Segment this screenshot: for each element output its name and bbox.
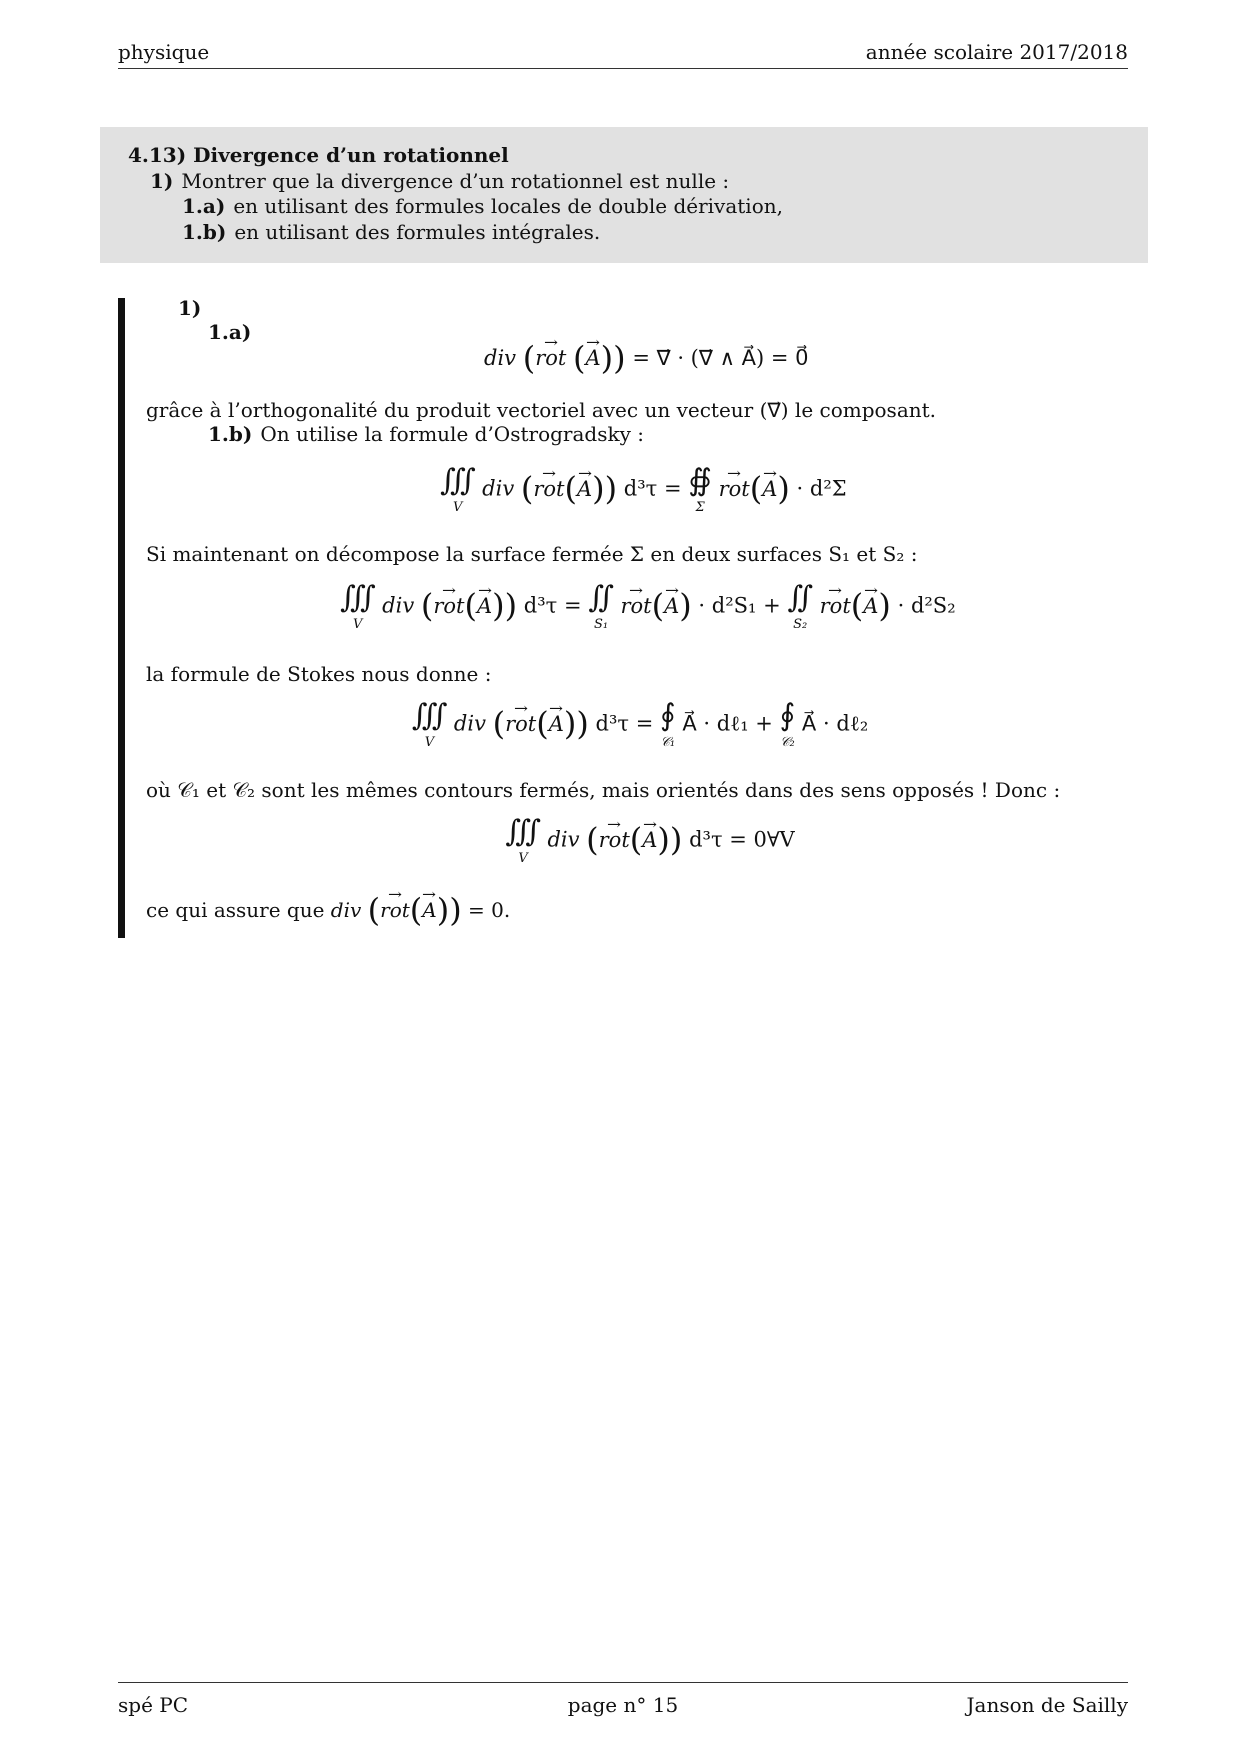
footer-school: Janson de Sailly [966, 1693, 1128, 1717]
footer-class: spé PC [118, 1693, 189, 1717]
answer-1b [208, 422, 644, 446]
paragraph-stokes: la formule de Stokes nous donne : [146, 662, 492, 686]
footer-page-number: page n° 15 [567, 1693, 679, 1717]
page-footer [118, 1682, 1128, 1723]
equation-stokes: ∭ V div (→ rot(→ A)) d³τ = ∮ 𝒞₁ A⃗ · dℓ₁ + ∮ 𝒞₂ A⃗ · dℓ₂ [400, 700, 880, 750]
header-subject: physique [118, 40, 210, 64]
question-box [100, 127, 1148, 263]
question-1b-text: en utilisant des formules intégrales. [234, 220, 601, 244]
answer-margin-bar [118, 298, 125, 938]
equation-ostrogradsky: ∭ V div (→ rot(→ A)) d³τ = ∯ Σ → rot(→ A) · d²Σ [440, 465, 840, 515]
question-1-number: 1) [150, 169, 174, 193]
question-1a [182, 194, 783, 219]
question-1b [182, 220, 600, 245]
question-1a-number: 1.a) [182, 194, 226, 218]
question-1-text: Montrer que la divergence d’un rotationnel est nulle : [181, 169, 730, 193]
header-year: année scolaire 2017/2018 [865, 40, 1128, 64]
answer-1b-text: On utilise la formule d’Ostrogradsky : [260, 422, 644, 446]
equation-local-divergence: div (→ rot (→ A)) = ∇⃗ · (∇⃗ ∧ A⃗) = 0⃗ [484, 345, 794, 371]
answer-1a-number: 1.a) [208, 320, 252, 344]
question-1a-text: en utilisant des formules locales de double dérivation, [233, 194, 783, 218]
paragraph-surface-decomposition: Si maintenant on décompose la surface fermée Σ en deux surfaces S₁ et S₂ : [146, 542, 918, 566]
equation-surface-split: ∭ V div (→ rot(→ A)) d³τ = ∬ S₁ → rot(→ A) · d²S₁ + ∬ S₂ → rot(→ A) · d²S₂ [340, 582, 940, 632]
question-title: 4.13) Divergence d’un rotationnel [128, 143, 509, 167]
paragraph-orthogonality: grâce à l’orthogonalité du produit vectoriel avec un vecteur (∇⃗) le composant. [146, 398, 937, 422]
answer-1-number: 1) [178, 296, 202, 320]
equation-final: ∭ V div (→ rot(→ A)) d³τ = 0∀V [490, 816, 810, 866]
question-1 [150, 169, 729, 194]
paragraph-conclusion: ce qui assure que div (→ rot(→ A)) = 0. [146, 898, 510, 922]
question-1b-number: 1.b) [182, 220, 227, 244]
answer-1b-number: 1.b) [208, 422, 253, 446]
page-header [118, 40, 1128, 69]
paragraph-contours: où 𝒞₁ et 𝒞₂ sont les mêmes contours fermés, mais orientés dans des sens opposés ! Donc : [146, 778, 1061, 802]
